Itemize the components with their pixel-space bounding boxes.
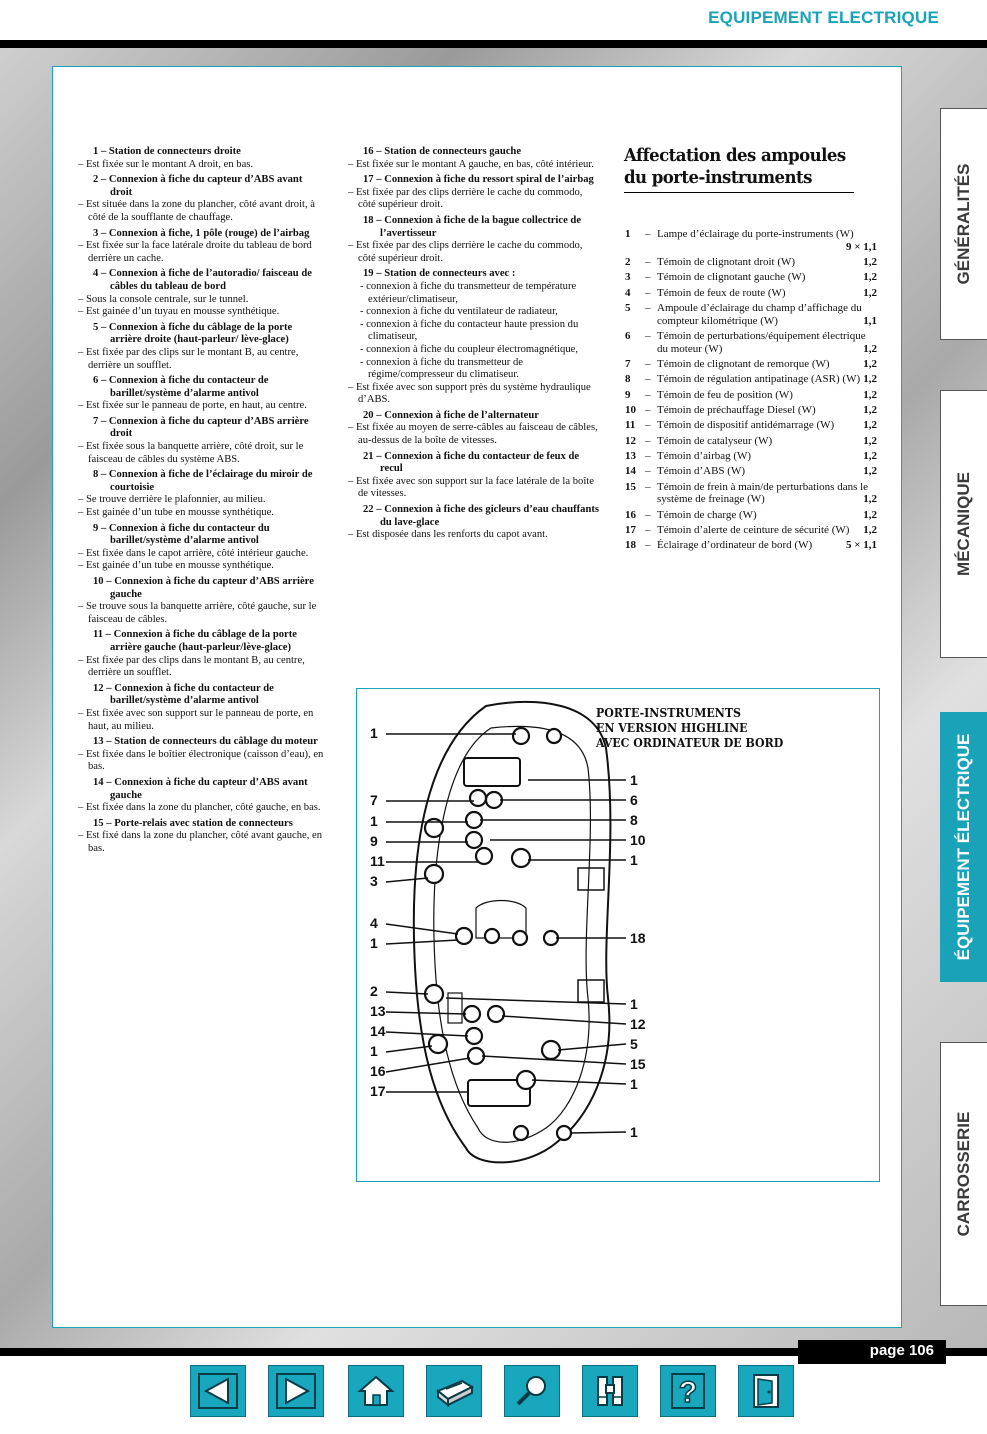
connector-entry [78,683,326,733]
connector-entry [78,375,326,413]
bulb-description [657,509,877,522]
bulb-description [657,271,877,284]
bulb-dash: – [645,271,651,284]
svg-text:?: ? [678,1376,698,1409]
bulb-socket [429,1035,447,1053]
print-button[interactable] [426,1365,482,1417]
diagram-callout-right: 1 [630,996,638,1012]
bulb-wattage: 1,2 [863,434,877,447]
bulb-dash: – [645,228,651,240]
right-mount-bottom [578,980,604,1002]
bulb-description-text: Témoin d’ABS (W) [657,465,745,478]
connector-entry [78,174,326,224]
tab-label: ÉQUIPEMENT ÉLECTRIQUE [954,733,973,961]
section-title: EQUIPEMENT ELECTRIQUE [708,8,939,27]
connector-list-column-1 [78,146,326,858]
bulb-dash: – [645,301,651,314]
connector-entry-subline: - connexion à fiche du ventilateur de radiateur, [360,306,558,318]
bulb-entry [625,404,877,417]
bulb-entry [625,481,877,507]
bulb-description [657,481,877,507]
bulb-description-text: Témoin de clignotant de remorque (W) [657,358,830,371]
diagram-callout-left: 2 [370,983,378,999]
bulbs-section-title [624,145,854,193]
connector-entry-text: – Est fixée par des clips derrière le cache du commodo, côté supérieur droit. [348,240,583,264]
binoculars-icon [590,1373,630,1409]
search-button[interactable] [504,1365,560,1417]
bulb-wattage: 5 × 1,1 [845,539,877,552]
connector-entry-title: 19 – Station de connecteurs avec : [363,268,516,280]
connector-entry-text: – Est gainée d’un tuyau en mousse synthétique. [78,306,280,318]
bulb-description-text: Témoin de charge (W) [657,508,757,521]
diagram-callout-left: 1 [370,935,378,951]
connector-entry-text: – Se trouve derrière le plafonnier, au milieu. [78,494,266,506]
diagram-callout-right: 5 [630,1036,638,1052]
connector-entry-text: – Est fixée dans le capot arrière, côté intérieur gauche. [78,547,309,559]
navigation-bar [0,1356,987,1434]
diagram-callout-left: 11 [370,853,385,869]
connector-entry-text: – Est fixée avec son support près du système hydraulique d’ABS. [348,381,591,406]
bulb-description-text: Témoin d’alerte de ceinture de sécurité (W) [657,523,850,536]
tab-label: MÉCANIQUE [954,472,973,576]
bulb-dash: – [645,508,651,521]
bulb-description-text: Témoin de clignotant droit (W) [657,256,796,269]
bulb-description-text: Témoin de feux de route (W) [657,286,786,299]
bulb-entry [625,271,877,284]
connector-entry-text: – Est gainée d’un tube en mousse synthétique. [78,507,274,519]
connector-entry-title: 10 – Connexion à fiche du capteur d’ABS arrière gauche [93,576,314,600]
bulb-socket [542,1041,560,1059]
connector-entry-subline: - connexion à fiche du transmetteur de régime/compresseur du climatiseur. [360,356,523,381]
connector-entry-text: – Est fixée par des clips sur le montant B, au centre, derrière un soufflet. [78,346,299,371]
help-button[interactable] [660,1365,716,1417]
bulb-socket [470,790,486,806]
connector-entry [348,146,600,171]
connector-entry [78,736,326,774]
bulb-number: 4 [625,286,631,299]
bulb-description-text: Témoin de dispositif antidémarrage (W) [657,419,835,432]
bulb-description [657,404,877,417]
connector-entry-text: – Est fixée sur le montant A droit, en bas. [78,158,254,170]
connector-entry-title: 12 – Connexion à fiche du contacteur de barillet/système d’alarme antivol [93,682,274,707]
connector-entry-title: 7 – Connexion à fiche du capteur d’ABS arrière droit [93,415,309,440]
connector-entry-title: 14 – Connexion à fiche du capteur d’ABS avant gauche [93,776,308,801]
bulb-description [657,228,877,254]
diagram-title-line-1: PORTE-INSTRUMENTS [596,705,741,720]
bulb-description-text: Lampe d’éclairage du porte-instruments (W) [657,228,854,240]
connector-entry [348,174,600,212]
connector-entry [78,818,326,856]
bulb-socket [464,1006,480,1022]
arrow-right-icon [276,1373,316,1409]
bulb-description-text: Éclairage d’ordinateur de bord (W) [657,539,813,552]
bulb-description-text: Témoin de feu de position (W) [657,388,793,401]
diagram-callout-left: 14 [370,1023,386,1039]
bulb-dash: – [645,330,651,343]
bulb-number: 17 [625,523,636,536]
bulb-wattage: 1,2 [863,508,877,521]
bulb-description-text: Témoin de régulation antipatinage (ASR) (W) [657,373,861,386]
diagram-title [596,705,825,750]
diagram-callout-right: 18 [630,930,646,946]
bulb-description [657,389,877,402]
connector-entry-text: – Est fixée sur le montant A gauche, en bas, côté intérieur. [348,158,594,170]
bulb-description-text: Témoin de perturbations/équipement électrique du moteur (W) [657,330,866,355]
bulb-number: 2 [625,256,631,269]
bulb-dash: – [645,449,651,462]
exit-button[interactable] [738,1365,794,1417]
bulb-entry [625,358,877,371]
tab-equipement-electrique[interactable] [940,712,987,982]
bulb-dash: – [645,404,651,417]
bulb-number: 5 [625,301,631,314]
bulb-number: 13 [625,449,636,462]
bulb-dash: – [645,434,651,447]
bulb-description [657,450,877,463]
connector-entry-title: 5 – Connexion à fiche du câblage de la porte arrière droite (haut-parleur/ lève-glace) [93,321,293,346]
connector-entry-title: 18 – Connexion à fiche de la bague collectrice de l’avertisseur [363,214,582,239]
connector-entry-text: – Est fixé dans la zone du plancher, côté avant gauche, en bas. [78,830,323,854]
bulb-number: 9 [625,388,631,401]
connector-entry-text: – Est fixée avec son support sur le panneau de porte, en haut, au milieu. [78,707,314,732]
diagram-callout-right: 15 [630,1056,646,1072]
bulb-entry [625,389,877,402]
connector-entry-text: – Est fixée avec son support sur la face latérale de la boîte de vitesses. [348,475,594,500]
connector-entry-text: – Est fixée par des clips derrière le cache du commodo, côté supérieur droit. [348,186,583,211]
tab-label: CARROSSERIE [954,1111,973,1237]
bulb-number: 15 [625,480,636,493]
bulb-wattage: 1,2 [863,373,877,386]
bulb-number: 8 [625,373,631,386]
arrow-left-icon [198,1373,238,1409]
home-icon [356,1373,396,1409]
connector-entry-title: 2 – Connexion à fiche du capteur d’ABS avant droit [93,174,303,198]
printer-icon [432,1373,476,1409]
bulb-description [657,539,877,552]
bulb-entry [625,228,877,254]
bulb-description-text: Ampoule d’éclairage du champ d’affichage du compteur kilométrique (W) [657,301,862,327]
diagram-callout-right: 12 [630,1016,646,1032]
exit-door-icon [746,1373,786,1409]
connector-entry-text: – Est fixée sur le panneau de porte, en haut, au centre. [78,400,307,412]
diagram-callout-left: 13 [370,1003,386,1019]
connector-entry [78,629,326,679]
bulb-socket [468,1048,484,1064]
bulb-dash: – [645,373,651,386]
bulb-socket [512,849,530,867]
bulb-dash: – [645,480,651,493]
bulb-socket [456,928,472,944]
previous-page-button[interactable] [190,1365,246,1417]
diagram-callout-left: 17 [370,1083,386,1099]
connector-entry-text: – Est fixée au moyen de serre-câbles au faisceau de câbles, au-dessus de la boîte de vitesses. [348,422,598,447]
diagram-callout-right: 1 [630,1076,638,1092]
connector-entry [78,416,326,466]
bulb-dash: – [645,419,651,432]
bulb-entry [625,450,877,463]
bulb-wattage: 1,2 [863,358,877,371]
diagram-callout-left: 4 [370,915,378,931]
bulb-number: 7 [625,358,631,371]
bulbs-list [625,228,877,555]
bulb-wattage: 1,2 [863,271,877,284]
bulb-wattage: 1,2 [863,523,877,536]
connector-entry [78,322,326,372]
bulb-description [657,419,877,432]
bulb-socket [425,865,443,883]
bulb-description [657,330,877,356]
bulb-entry [625,419,877,432]
connector-entry-subline: - connexion à fiche du coupleur électromagnétique, [360,343,578,355]
bulb-wattage: 1,2 [863,404,877,417]
bulb-number: 18 [625,539,636,552]
connector-entry-title: 9 – Connexion à fiche du contacteur du barillet/système d’alarme antivol [93,522,270,547]
bulb-description-text: Témoin d’airbag (W) [657,449,752,462]
connector-entry-text: – Sous la console centrale, sur le tunnel. [78,293,249,305]
connector-block-top [464,758,520,786]
connector-entry [78,268,326,318]
connector-entry-text: – Est fixée dans le boîtier électronique (caisson d’eau), en bas. [78,748,324,773]
magnifier-icon [512,1373,552,1409]
bulb-dash: – [645,388,651,401]
diagram-callout-left: 3 [370,873,378,889]
bulb-socket [513,728,529,744]
bulb-entry [625,435,877,448]
bulb-description-text: Témoin de préchauffage Diesel (W) [657,404,816,417]
bulb-entry [625,373,877,386]
connector-entry-text: – Est fixée dans la zone du plancher, côté gauche, en bas. [78,802,321,814]
diagram-callout-right: 8 [630,812,638,828]
bulb-dash: – [645,358,651,371]
bulb-wattage: 1,2 [863,256,877,269]
connector-entry-title: 8 – Connexion à fiche de l’éclairage du miroir de courtoisie [93,469,313,493]
instrument-cluster-diagram [356,688,880,1182]
bulb-wattage: 1,1 [863,314,877,327]
diagram-callout-right: 1 [630,772,638,788]
connector-entry-title: 15 – Porte-relais avec station de connecteurs [93,817,293,829]
bulb-wattage: 1,2 [863,419,877,432]
diagram-callout-right: 1 [630,852,638,868]
diagram-callout-left: 1 [370,725,378,741]
bulb-entry [625,524,877,537]
bulb-description [657,435,877,448]
bulb-dash: – [645,523,651,536]
bulb-dash: – [645,286,651,299]
diagram-callout-right: 1 [630,1124,638,1140]
connector-entry-title: 16 – Station de connecteurs gauche [363,146,522,157]
bulb-description [657,287,877,300]
connector-entry-text: – Se trouve sous la banquette arrière, côté gauche, sur le faisceau de câbles. [78,601,317,625]
bulb-description [657,524,877,537]
bulb-socket [466,1028,482,1044]
tab-label: GÉNÉRALITÉS [954,163,973,285]
bulb-wattage: 1,2 [863,449,877,462]
top-rule [0,40,987,48]
connector-entry-subline: - connexion à fiche du transmetteur de température extérieur/climatiseur, [360,280,577,305]
bulb-description [657,256,877,269]
bulb-socket [513,931,527,945]
diagram-callout-left: 9 [370,833,378,849]
diagram-callout-left: 1 [370,813,378,829]
right-mount-top [578,868,604,890]
connector-entry-title: 17 – Connexion à fiche du ressort spiral de l’airbag [363,174,594,186]
bulb-wattage: 1,2 [863,286,877,299]
bulbs-title-line-2: du porte-instruments [624,167,812,188]
connector-entry-text: – Est fixée par des clips dans le montant B, au centre, derrière un soufflet. [78,654,305,679]
home-button[interactable] [348,1365,404,1417]
connector-entry-title: 6 – Connexion à fiche du contacteur de barillet/système d’alarme antivol [93,375,269,399]
bulb-entry [625,330,877,356]
connector-entry-title: 22 – Connexion à fiche des gicleurs d’eau chauffants du lave-glace [363,504,600,528]
bulb-description-text: Témoin de frein à main/de perturbations dans le système de freinage (W) [657,480,869,506]
bulb-number: 14 [625,465,636,478]
diagram-callout-right: 10 [630,832,646,848]
bulb-socket [557,1126,571,1140]
connector-entry-text: – Est disposée dans les renforts du capot avant. [348,529,548,541]
connector-entry [78,576,326,626]
bulb-socket [547,729,561,743]
connector-entry [78,228,326,266]
diagram-callout-left: 7 [370,792,378,808]
connector-entry-title: 11 – Connexion à fiche du câblage de la porte arrière gauche (haut-parleur/lève-glace) [93,629,297,653]
diagram-callout-left: 1 [370,1043,378,1059]
diagram-callout-right: 6 [630,792,638,808]
next-page-button[interactable] [268,1365,324,1417]
connector-entry [348,215,600,265]
connector-entry-title: 1 – Station de connecteurs droite [93,146,241,157]
bulb-number: 3 [625,271,631,284]
bulb-number: 6 [625,330,631,343]
bulb-socket [476,848,492,864]
connector-entry [348,504,600,542]
bulb-dash: – [645,539,651,552]
connector-entry-title: 13 – Station de connecteurs du câblage du moteur [93,736,318,748]
bulb-description [657,302,877,328]
connector-entry-text: – Est fixée sous la banquette arrière, côté droit, sur le faisceau de câbles du système ABS. [78,441,304,465]
page-number: page 106 [798,1340,946,1364]
bulb-socket [466,832,482,848]
bulb-socket [514,1126,528,1140]
bulb-number: 16 [625,508,636,521]
bulb-entry [625,287,877,300]
bulb-wattage: 1,2 [863,493,877,506]
connector-entry-text: – Est fixée sur la face latérale droite du tableau de bord derrière un cache. [78,240,312,264]
diagram-callout-left: 16 [370,1063,386,1079]
bulb-number: 1 [625,228,631,240]
bulb-socket [466,812,482,828]
tab-mecanique[interactable] [940,390,987,658]
connector-entry-title: 4 – Connexion à fiche de l’autoradio/ faisceau de câbles du tableau de bord [93,268,312,292]
connector-entry [78,523,326,573]
connector-entry [78,777,326,815]
bulb-socket [486,792,502,808]
bulb-number: 11 [625,419,636,432]
bulb-description-text: Témoin de clignotant gauche (W) [657,271,806,284]
diagram-title-line-3: AVEC ORDINATEUR DE BORD [596,735,784,750]
bulb-wattage: 9 × 1,1 [845,240,877,253]
connector-entry-subline: - connexion à fiche du contacteur haute pression du climatiseur, [360,318,579,343]
bulb-entry [625,539,877,552]
bulb-entry [625,509,877,522]
bulb-dash: – [645,465,651,478]
bulb-wattage: 1,2 [863,388,877,401]
bulb-number: 10 [625,404,636,417]
tab-generalites[interactable] [940,108,987,340]
connector-entry [78,146,326,171]
bulb-socket [544,931,558,945]
bulb-socket [488,1006,504,1022]
tab-carrosserie[interactable] [940,1042,987,1306]
connector-entry [348,268,600,407]
connector-entry [78,469,326,519]
bulb-description [657,358,877,371]
bulb-wattage: 1,2 [863,342,877,355]
bulb-dash: – [645,256,651,269]
connector-entry-text: – Est gainée d’un tube en mousse synthétique. [78,560,274,572]
bulb-description [657,373,877,386]
question-icon [668,1373,708,1409]
bulb-description-text: Témoin de catalyseur (W) [657,434,773,447]
bulb-entry [625,256,877,269]
bulb-entry [625,302,877,328]
connector-entry-text: – Est située dans la zone du plancher, côté avant droit, à côté de la soufflante de chauffage. [78,199,315,223]
bulb-wattage: 1,2 [863,465,877,478]
connector-entry-title: 3 – Connexion à fiche, 1 pôle (rouge) de l’airbag [93,227,310,239]
connector-entry [348,451,600,501]
bulb-entry [625,465,877,478]
connector-list-column-2 [348,146,600,545]
binoculars-button[interactable] [582,1365,638,1417]
connector-entry-title: 21 – Connexion à fiche du contacteur de feux de recul [363,450,580,475]
bulb-number: 12 [625,434,636,447]
bulb-socket [485,929,499,943]
connector-entry-title: 20 – Connexion à fiche de l’alternateur [363,409,539,421]
bulbs-title-line-1: Affectation des ampoules [624,145,846,166]
diagram-title-line-2: EN VERSION HIGHLINE [596,720,748,735]
bulb-description [657,465,877,478]
connector-entry [348,410,600,448]
